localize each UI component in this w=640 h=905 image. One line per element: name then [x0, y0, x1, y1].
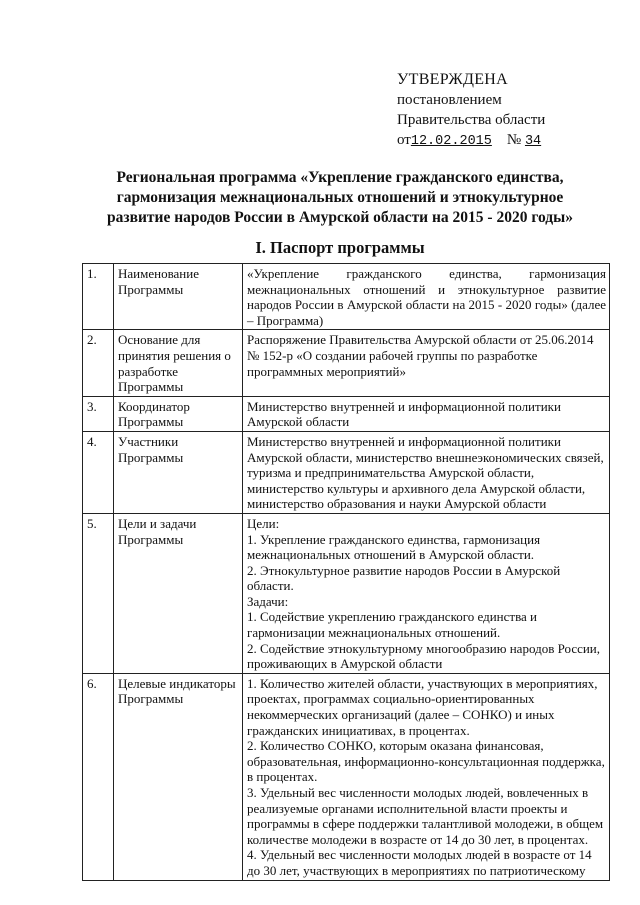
document-title: Региональная программа «Укрепление гражданского единства, гармонизация межнациональных отношений и этнокультурное развитие народов России в Амурской области на 2015 - 2020 годы»: [107, 169, 573, 226]
approval-date-line: [397, 130, 545, 152]
approval-line-government: Правительства области: [397, 112, 546, 128]
table-row: [83, 431, 610, 513]
row-number: 4.: [83, 431, 114, 513]
row-name: Основание для принятия решения о разработке Программы: [114, 330, 243, 396]
row-name: Цели и задачи Программы: [114, 513, 243, 673]
approval-date: 12.02.2015: [410, 134, 492, 149]
row-value: Распоряжение Правительства Амурской области от 25.06.2014 № 152-р «О создании рабочей группы по разработке программных мероприятий»: [243, 330, 610, 396]
table-row: [83, 673, 610, 880]
goal-item: 1. Укрепление гражданского единства, гармонизация межнациональных отношений в Амурской области.: [247, 531, 541, 563]
indicator-item: 3. Удельный вес численности молодых людей, вовлеченных в реализуемые органами исполнительной власти проекты и программы в сфере поддержки талантливой молодежи, в общем количестве молодежи в возрасте от 14 до 30 лет, в процентах.: [247, 785, 604, 847]
table-row: [83, 513, 610, 673]
row-number: 6.: [83, 673, 114, 880]
task-item: 1. Содействие укреплению гражданского единства и гармонизации межнациональных отношений.: [247, 609, 538, 641]
row-name: Координатор Программы: [114, 396, 243, 431]
section-heading: I. Паспорт программы: [255, 238, 425, 257]
table-row: [83, 264, 610, 330]
table-row: [83, 396, 610, 431]
row-name: Участники Программы: [114, 431, 243, 513]
goal-item: 2. Этнокультурное развитие народов России в Амурской области.: [247, 562, 561, 594]
indicator-item: 4. Удельный вес численности молодых людей в возрасте от 14 до 30 лет, участвующих в мероприятиях по патриотическому: [247, 847, 592, 878]
approval-number: 34: [524, 134, 542, 149]
tasks-heading: Задачи:: [247, 593, 289, 609]
row-number: 3.: [83, 396, 114, 431]
goals-heading: Цели:: [247, 515, 280, 531]
row-value: Министерство внутренней и информационной политики Амурской области, министерство внешнеэкономических связей, туризма и предпринимательства Амурской области, министерство культуры и архивного дела Амурской области, министерство образования и науки Амурской области: [243, 431, 610, 513]
row-value: «Укрепление гражданского единства, гармонизация межнациональных отношений и этнокультурное развитие народов России в Амурской области на 2015 - 2020 годы» (далее – Программа): [243, 264, 610, 330]
approval-stamp: УТВЕРЖДЕНА: [397, 71, 509, 88]
indicator-item: 1. Количество жителей области, участвующих в мероприятиях, проектах, программах социально-ориентированных некоммерческих организаций (далее – СОНКО) и иных гражданских инициативах, в процентах.: [247, 675, 598, 738]
row-number: 5.: [83, 513, 114, 673]
approval-block: [397, 70, 545, 152]
task-item: 2. Содействие этнокультурному многообразию народов России, проживающих в Амурской области: [247, 640, 601, 672]
row-value: Министерство внутренней и информационной политики Амурской области: [243, 396, 610, 431]
row-value-indicators: [243, 673, 610, 880]
number-prefix: №: [506, 132, 522, 148]
approval-line-resolution: постановлением: [397, 92, 502, 108]
row-number: 2.: [83, 330, 114, 396]
table-row: [83, 330, 610, 396]
date-prefix: от: [397, 132, 411, 148]
passport-table: [82, 263, 610, 881]
row-name: Целевые индикаторы Программы: [114, 673, 243, 880]
row-value-goals: [243, 513, 610, 673]
row-name: Наименование Программы: [114, 264, 243, 330]
row-number: 1.: [83, 264, 114, 330]
indicator-item: 2. Количество СОНКО, которым оказана финансовая, образовательная, информационно-консультационная поддержка, в процентах.: [247, 738, 605, 785]
